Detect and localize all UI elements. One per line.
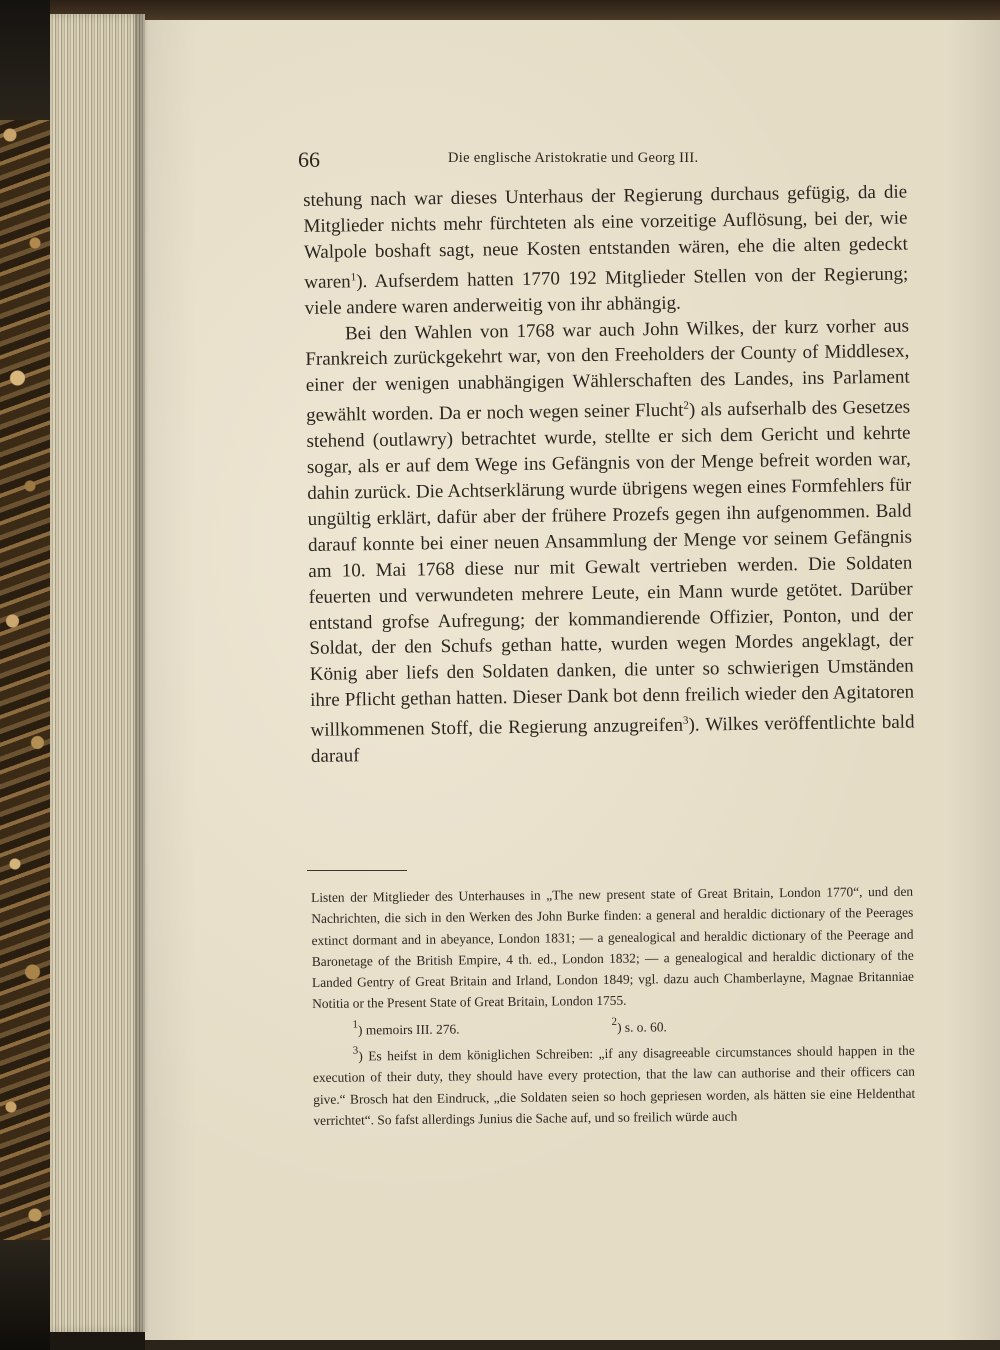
footnote-1-text: ) memoirs III. 276.: [357, 1021, 460, 1038]
running-title: Die englische Aristokratie und Georg III.: [448, 150, 699, 166]
paragraph-1-text-a: stehung nach war dieses Unterhaus der Regierung durchaus gefügig, da die Mitglieder nichts mehr fürchteten als eine vorzeitige Auflösung, bei der, wie Walpole boshaft sagt, neue Kosten entstanden wären, ehe die alten gedeckt waren: [303, 181, 908, 293]
book-page: [145, 20, 1000, 1340]
cover-binding-top: [0, 0, 50, 120]
paragraph-2: [305, 313, 915, 770]
footnote-2: [571, 1011, 667, 1038]
footnote-3-mark: 3: [352, 1044, 359, 1057]
footnote-mark-1: 1: [350, 270, 357, 284]
gutter-shadow: [135, 14, 149, 1332]
page-number: 66: [298, 147, 320, 172]
footnote-3-text: ) Es heifst in dem königlichen Schreiben: „if any disagreeable circumstances should happen in the execution of their duty, they should have every protection, that the law can authorise and their officers can give.“ Brosch hat den Eindruck, „die Soldaten seien so hoch gepriesen worden, als hätten sie eine Heldenthat verrichtet“. So fafst allerdings Junius die Sache auf, und so freilich würde auch: [312, 1042, 916, 1128]
footnote-continuation: Listen der Mitglieder des Unterhauses in „The new present state of Great Britain, London 1770“, und den Nachrichten, die sich in den Werken des John Burke finden: a general and heraldic dictionary of the Peerages extinct dormant and in abeyance, London 1831; — a genealogical and heraldic dictionary of the Peerage and Baronetage of the British Empire, 4 th. ed., London 1832; — a genealogical and heraldic dictionary of the Landed Gentry of Great Britain and Irland, London 1849; vgl. dazu auch Chamberlayne, Magnae Britanniae Notitia or the Present State of Great Britain, London 1755.: [311, 883, 915, 1012]
paragraph-2-text-b: ) als aufserhalb des Gesetzes stehend (outlawry) betrachtet wurde, stellte er sich dem Gericht und kehrte sogar, als er auf dem Wege ins Gefängnis von der Menge befreit worden war, dahin zurück. Die Achtserklärung wurde übrigens wegen eines Formfehlers für ungültig erklärt, dafür aber der frühere Prozefs gegen ihn aufgenommen. Bald darauf konnte bei einer neuen Ansammlung der Menge vor seinem Gefängnis am 10. Mai 1768 diese nur mit Gewalt vertrieben werden. Die Soldaten feuerten und verwundeten mehrere Leute, ein Mann wurde getötet. Darüber entstand grofse Aufregung; der kommandierende Offizier, Ponton, und der Soldat, der den Schufs gethan hatte, wurden wegen Mordes angeklagt, der König aber liefs den Soldaten danken, die unter so schwierigen Umständen ihre Pflicht gethan hatten. Dieser Dank bot denn freilich wieder den Agitatoren willkommenen Stoff, die Regierung anzugreifen: [306, 396, 915, 742]
paragraph-1: [303, 180, 909, 322]
footnote-2-mark: 2: [611, 1015, 618, 1028]
main-text: [303, 180, 915, 770]
footnote-mark-3: 3: [682, 714, 689, 727]
paragraph-1-text-b: ). Aufserdem hatten 1770 192 Mitglieder Stellen von der Regierung; viele andere waren anderweitig von ihr abhängig.: [304, 263, 909, 319]
footnote-gap: [459, 1012, 571, 1039]
footnote-3: [313, 1035, 916, 1131]
running-head: [145, 147, 1000, 177]
page-edges: [50, 14, 145, 1332]
footnote-mark-2: 2: [683, 399, 689, 412]
page-top-edge: [50, 0, 1000, 20]
page-bottom-edge: [145, 1340, 1000, 1350]
marbled-cover: [0, 0, 50, 1350]
paragraph-2-text-a: Bei den Wahlen von 1768 war auch John Wilkes, der kurz vorher aus Frankreich zurückgekehrt war, von den Freeholders der County of Middlesex, einer der wenigen unabhängigen Wählerschaften des Landes, ins Parlament gewählt worden. Da er noch wegen seiner Flucht: [305, 315, 910, 427]
cover-binding-bottom: [0, 1240, 50, 1350]
footnote-1-mark: 1: [352, 1018, 359, 1031]
footnote-rule: [307, 870, 407, 871]
paragraph-2-text-c: ). Wilkes veröffentlichte bald darauf: [310, 711, 915, 767]
footnotes: [311, 881, 916, 1132]
footnote-2-text: ) s. o. 60.: [616, 1019, 667, 1035]
footnote-1: [312, 1013, 459, 1041]
